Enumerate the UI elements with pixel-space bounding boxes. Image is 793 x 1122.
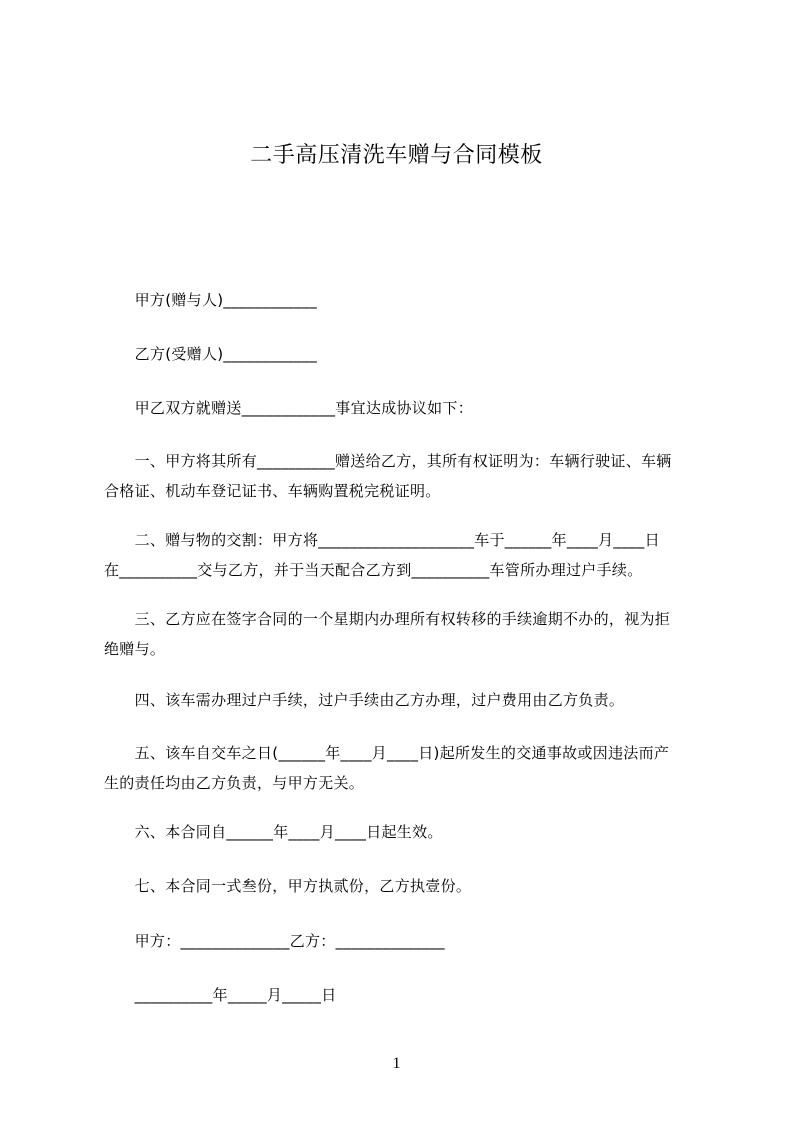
clause-1 xyxy=(104,446,702,506)
clause-4: 四、该车需办理过户手续，过户手续由乙方办理，过户费用由乙方负责。 xyxy=(104,691,625,709)
clause-5 xyxy=(104,738,702,798)
clause-6: 六、本合同自______年____月____日起生效。 xyxy=(104,823,443,841)
clause-1-line-1: 一、甲方将其所有__________赠送给乙方，其所有权证明为：车辆行驶证、车辆 xyxy=(104,452,672,470)
signature-line: 甲方：______________乙方：______________ xyxy=(104,932,445,950)
intro-line: 甲乙双方就赠送____________事宜达成协议如下： xyxy=(104,399,474,417)
clause-2-line-1: 二、赠与物的交割：甲方将____________________车于______年____月____日 xyxy=(104,531,660,549)
party-b-line: 乙方(受赠人)____________ xyxy=(104,345,318,363)
clause-2-line-2: 在__________交与乙方，并于当天配合乙方到__________车管所办理过户手续。 xyxy=(104,561,643,579)
clause-1-line-2: 合格证、机动车登记证书、车辆购置税完税证明。 xyxy=(104,482,441,500)
clause-3 xyxy=(104,604,702,664)
document-title: 二手高压清洗车赠与合同模板 xyxy=(250,143,543,168)
clause-5-line-1: 五、该车自交车之日(______年____月____日)起所发生的交通事故或因违法而产 xyxy=(104,744,670,762)
clause-7: 七、本合同一式叁份，甲方执贰份，乙方执壹份。 xyxy=(104,877,472,895)
clause-5-line-2: 生的责任均由乙方负责，与甲方无关。 xyxy=(104,774,365,792)
date-line: __________年_____月_____日 xyxy=(104,986,337,1004)
party-a-line: 甲方(赠与人)____________ xyxy=(104,291,318,309)
clause-2 xyxy=(104,525,702,585)
clause-3-line-1: 三、乙方应在签字合同的一个星期内办理所有权转移的手续逾期不办的，视为拒 xyxy=(104,610,671,628)
clause-3-line-2: 绝赠与。 xyxy=(104,640,166,658)
page-number: 1 xyxy=(392,1055,401,1072)
